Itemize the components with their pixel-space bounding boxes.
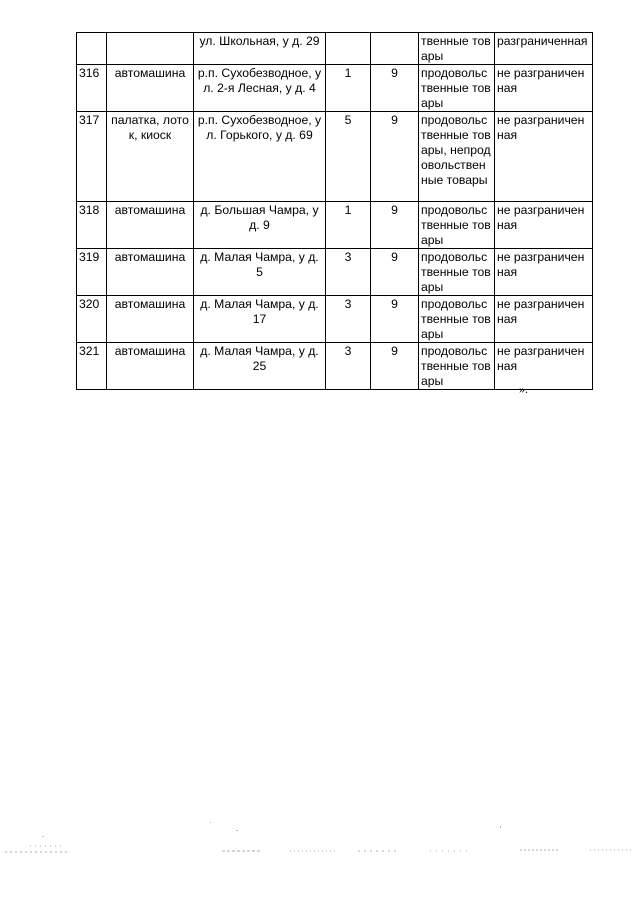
cell-term: 9	[371, 65, 419, 112]
cell-count: 3	[326, 249, 371, 296]
cell-object-type: автомашина	[107, 249, 194, 296]
cell-address: д. Малая Чамра, у д. 5	[194, 249, 326, 296]
cell-term: 9	[371, 112, 419, 202]
cell-address: р.п. Сухобезводное, ул. Горького, у д. 69	[194, 112, 326, 202]
cell-ownership: не разграниченная	[495, 65, 593, 112]
cell-address: д. Малая Чамра, у д. 17	[194, 296, 326, 343]
cell-number: 317	[77, 112, 107, 202]
cell-object-type: автомашина	[107, 202, 194, 249]
cell-object-type: автомашина	[107, 65, 194, 112]
cell-number: 316	[77, 65, 107, 112]
cell-address: д. Большая Чамра, у д. 9	[194, 202, 326, 249]
cell-number: 320	[77, 296, 107, 343]
cell-goods: продовольственные товары	[419, 343, 495, 390]
cell-goods: продовольственные товары	[419, 249, 495, 296]
cell-term: 9	[371, 202, 419, 249]
cell-count: 1	[326, 202, 371, 249]
cell-term: 9	[371, 249, 419, 296]
cell-object-type: автомашина	[107, 343, 194, 390]
cell-goods: продовольственные товары	[419, 296, 495, 343]
cell-ownership: не разграниченная	[495, 343, 593, 390]
cell-count: 5	[326, 112, 371, 202]
cell-goods: продовольственные товары, непродовольственные товары	[419, 112, 495, 202]
cell-count: 3	[326, 343, 371, 390]
cell-ownership: не разграниченная	[495, 112, 593, 202]
cell-address: р.п. Сухобезводное, ул. 2-я Лесная, у д. 4	[194, 65, 326, 112]
cell-address: ул. Школьная, у д. 29	[194, 33, 326, 65]
cell-goods: твенные товары	[419, 33, 495, 65]
cell-count: 3	[326, 296, 371, 343]
cell-term: 9	[371, 343, 419, 390]
cell-ownership: не разграниченная	[495, 296, 593, 343]
cell-ownership: разграниченная	[495, 33, 593, 65]
cell-address: д. Малая Чамра, у д. 25	[194, 343, 326, 390]
closing-quote-mark: ».	[519, 382, 528, 396]
cell-ownership: не разграниченная	[495, 202, 593, 249]
cell-object-type: автомашина	[107, 296, 194, 343]
cell-goods: продовольственные товары	[419, 202, 495, 249]
cell-object-type: палатка, лоток, киоск	[107, 112, 194, 202]
cell-number: 321	[77, 343, 107, 390]
cell-ownership: не разграниченная	[495, 249, 593, 296]
cell-goods: продовольственные товары	[419, 65, 495, 112]
cell-count: 1	[326, 65, 371, 112]
cell-number: 318	[77, 202, 107, 249]
cell-number: 319	[77, 249, 107, 296]
cell-term: 9	[371, 296, 419, 343]
